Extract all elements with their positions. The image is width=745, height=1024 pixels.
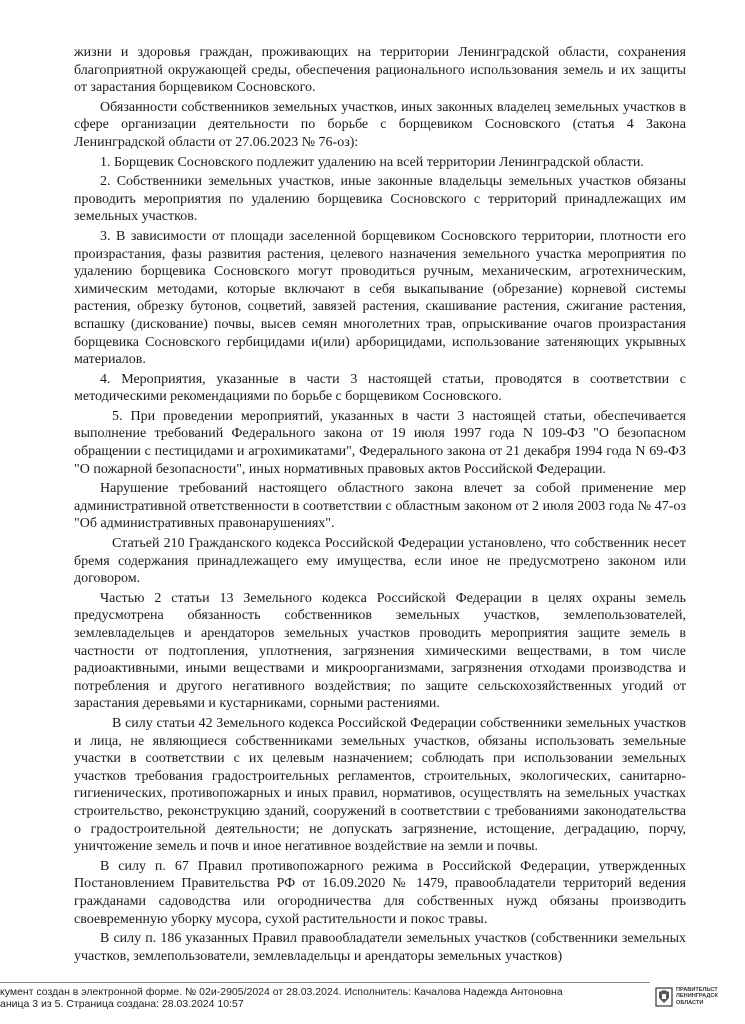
coat-of-arms-icon — [655, 987, 673, 1007]
paragraph-item-5: 5. При проведении мероприятий, указанных в части 3 настоящей статьи, обеспечивается выполнение требований Федерального закона от 19 июля 1997 года N 109-ФЗ "О безопасном обращении с пестицидами и агрохимикатами", Федерального закона от 21 декабря 1994 года N 69-ФЗ "О пожарной безопасности", иных нормативных правовых актов Российской Федерации. — [74, 408, 686, 477]
footer-stamp — [0, 986, 640, 1010]
paragraph-fire-rules-186: В силу п. 186 указанных Правил правообладатели земельных участков (собственники земельных участков, землепользователи, землевладельцы и арендаторы земельных участков) — [74, 931, 686, 964]
footer-divider — [0, 982, 650, 983]
paragraph-land-code-13: Частью 2 статьи 13 Земельного кодекса Российской Федерации в целях охраны земель предусмотрена обязанность собственников земельных участков, землепользователей, землевладельцев и арендаторов земельных участков проводить мероприятия защите земель в частности от подтопления, уплотнения, загрязнения химическими веществами, в том числе радиоактивными, иными веществами и микроорганизмами, загрязнения отходами производства и потребления и другого негативного воздействия; по защите сельскохозяйственных угодий от зарастания деревьями и кустарниками, сорными растениями. — [74, 590, 686, 712]
paragraph-intro: жизни и здоровья граждан, проживающих на территории Ленинградской области, сохранения благоприятной окружающей среды, обеспечения рационального использования земель и их защиты от зарастания борщевиком Сосновского. — [74, 45, 686, 96]
paragraph-civil-code: Статьей 210 Гражданского кодекса Российской Федерации установлено, что собственник несет бремя содержания принадлежащего ему имущества, если иное не предусмотрено законом или договором. — [74, 536, 686, 587]
government-seal — [655, 985, 743, 1013]
paragraph-fire-rules-67: В силу п. 67 Правил противопожарного режима в Российской Федерации, утвержденных Постановлением Правительства РФ от 16.09.2020 № 1479, правообладатели территорий ведения гражданами садоводства или огородничества для собственных нужд обязаны производить своевременную уборку мусора, сухой растительности и покос травы. — [74, 858, 686, 927]
document-body — [74, 44, 686, 967]
paragraph-item-1: 1. Борщевик Сосновского подлежит удалению на всей территории Ленинградской области. — [100, 154, 644, 170]
paragraph-item-4: 4. Мероприятия, указанные в части 3 настоящей статьи, проводятся в соответствии с методическими рекомендациями по борьбе с борщевиком Сосновского. — [74, 371, 686, 405]
paragraph-item-3: 3. В зависимости от площади заселенной борщевиком Сосновского территории, плотности его произрастания, фазы развития растения, целевого назначения земельного участка мероприятия по удалению борщевика Сосновского могут проводиться ручным, механическим, агротехническим, химическим методами, которые включают в себя выкапывание (обрезание) корневой системы растения, обрезку бутонов, соцветий, завязей растения, скашивание растения, сжигание растения, вспашку (дискование) почвы, высев семян многолетних трав, опрыскивание очагов произрастания борщевика Сосновского гербицидами и(или) арборицидами, использование затеняющих укрывных материалов. — [74, 228, 686, 368]
paragraph-land-code-42: В силу статьи 42 Земельного кодекса Российской Федерации собственники земельных участков и лица, не являющиеся собственниками земельных участков, обязаны использовать земельные участки в соответствии с их целевым назначением; соблюдать при использовании земельных участков требования градостроительных регламентов, строительных, экологических, санитарно-гигиенических, противопожарных и иных правил, нормативов, осуществлять на земельных участках строительство, реконструкцию зданий, сооружений в соответствии с требованиями законодательства о градостроительной деятельности; не допускать загрязнение, истощение, деградацию, порчу, уничтожение земель и почв и иное негативное воздействие на земли и почвы. — [74, 715, 686, 855]
paragraph-obligations: Обязанности собственников земельных участков, иных законных владелец земельных участков в сфере организации деятельности по борьбе с борщевиком Сосновского (статья 4 Закона Ленинградской области от 27.06.2023 № 76-оз): — [74, 99, 686, 150]
seal-text: ПРАВИТЕЛЬСТ ЛЕНИНГРАДСК ОБЛАСТИ — [676, 987, 718, 1006]
footer-line-1: кумент создан в электронной форме. № 02и-2905/2024 от 28.03.2024. Исполнитель: Качалова Надежда Антоновна — [0, 986, 563, 998]
paragraph-violation: Нарушение требований настоящего областного закона влечет за собой применение мер административной ответственности в соответствии с областным законом от 2 июля 2003 года № 47-оз "Об административных правонарушениях". — [74, 481, 686, 532]
footer-line-2: аница 3 из 5. Страница создана: 28.03.2024 10:57 — [0, 998, 244, 1010]
paragraph-item-2: 2. Собственники земельных участков, иные законные владельцы земельных участков обязаны проводить мероприятия по удалению борщевика Сосновского с территорий принадлежащих им земельных участков. — [74, 174, 686, 225]
